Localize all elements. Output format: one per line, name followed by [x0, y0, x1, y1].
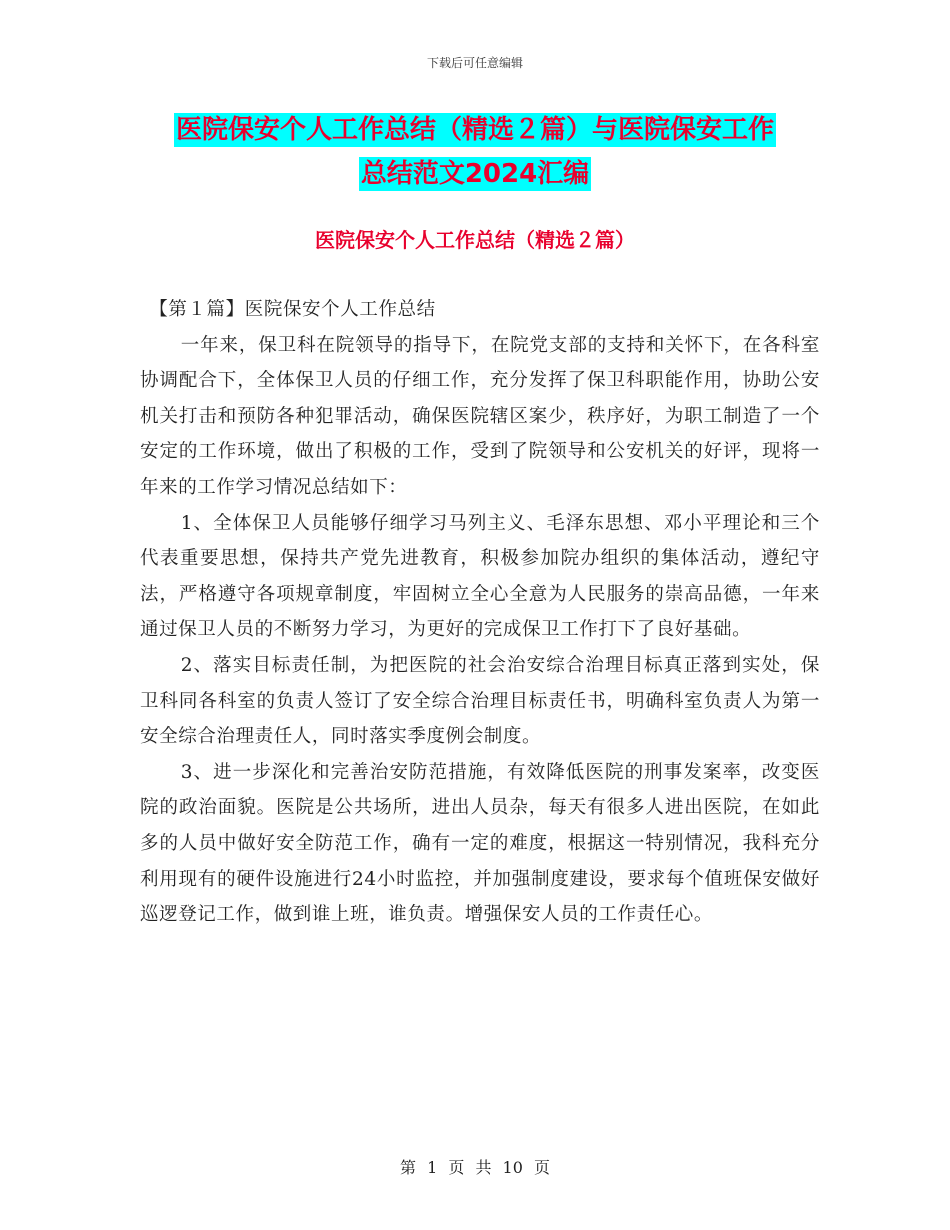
paragraph-intro: 一年来，保卫科在院领导的指导下，在院党支部的支持和关怀下，在各科室协调配合下，全体保卫人员的仔细工作，充分发挥了保卫科职能作用，协助公安机关打击和预防各种犯罪活动，确保医院辖区案少，秩序好，为职工制造了一个安定的工作环境，做出了积极的工作，受到了院领导和公安机关的好评，现将一年来的工作学习情况总结如下： [140, 334, 820, 498]
document-title [0, 108, 950, 196]
article-body [140, 292, 820, 933]
page-header-note: 下载后可任意编辑 [426, 56, 523, 70]
section-title: 医院保安个人工作总结（精选２篇） [315, 228, 635, 252]
page-footer-number: 第 1 页 共 10 页 [400, 1158, 550, 1177]
article-heading: 【第１篇】医院保安个人工作总结 [149, 299, 436, 320]
paragraph-item-2: 2、落实目标责任制，为把医院的社会治安综合治理目标真正落到实处，保卫科同各科室的负责人签订了安全综合治理目标责任书，明确科室负责人为第一安全综合治理责任人，同时落实季度例会制度。 [140, 654, 820, 748]
document-title-line-1: 医院保安个人工作总结（精选２篇）与医院保安工作 [175, 115, 774, 145]
document-title-line-2: 总结范文2024汇编 [360, 159, 590, 189]
paragraph-item-3: 3、进一步深化和完善治安防范措施，有效降低医院的刑事发案率，改变医院的政治面貌。医院是公共场所，进出人员杂，每天有很多人进出医院，在如此多的人员中做好安全防范工作，确有一定的难度，根据这一特别情况，我科充分利用现有的硬件设施进行24小时监控，并加强制度建设，要求每个值班保安做好巡逻登记工作，做到谁上班，谁负责。增强保安人员的工作责任心。 [140, 761, 820, 926]
paragraph-item-1: 1、全体保卫人员能够仔细学习马列主义、毛泽东思想、邓小平理论和三个代表重要思想，保持共产党先进教育，积极参加院办组织的集体活动，遵纪守法，严格遵守各项规章制度，牢固树立全心全意为人民服务的崇高品德，一年来通过保卫人员的不断努力学习，为更好的完成保卫工作打下了良好基础。 [140, 512, 820, 641]
